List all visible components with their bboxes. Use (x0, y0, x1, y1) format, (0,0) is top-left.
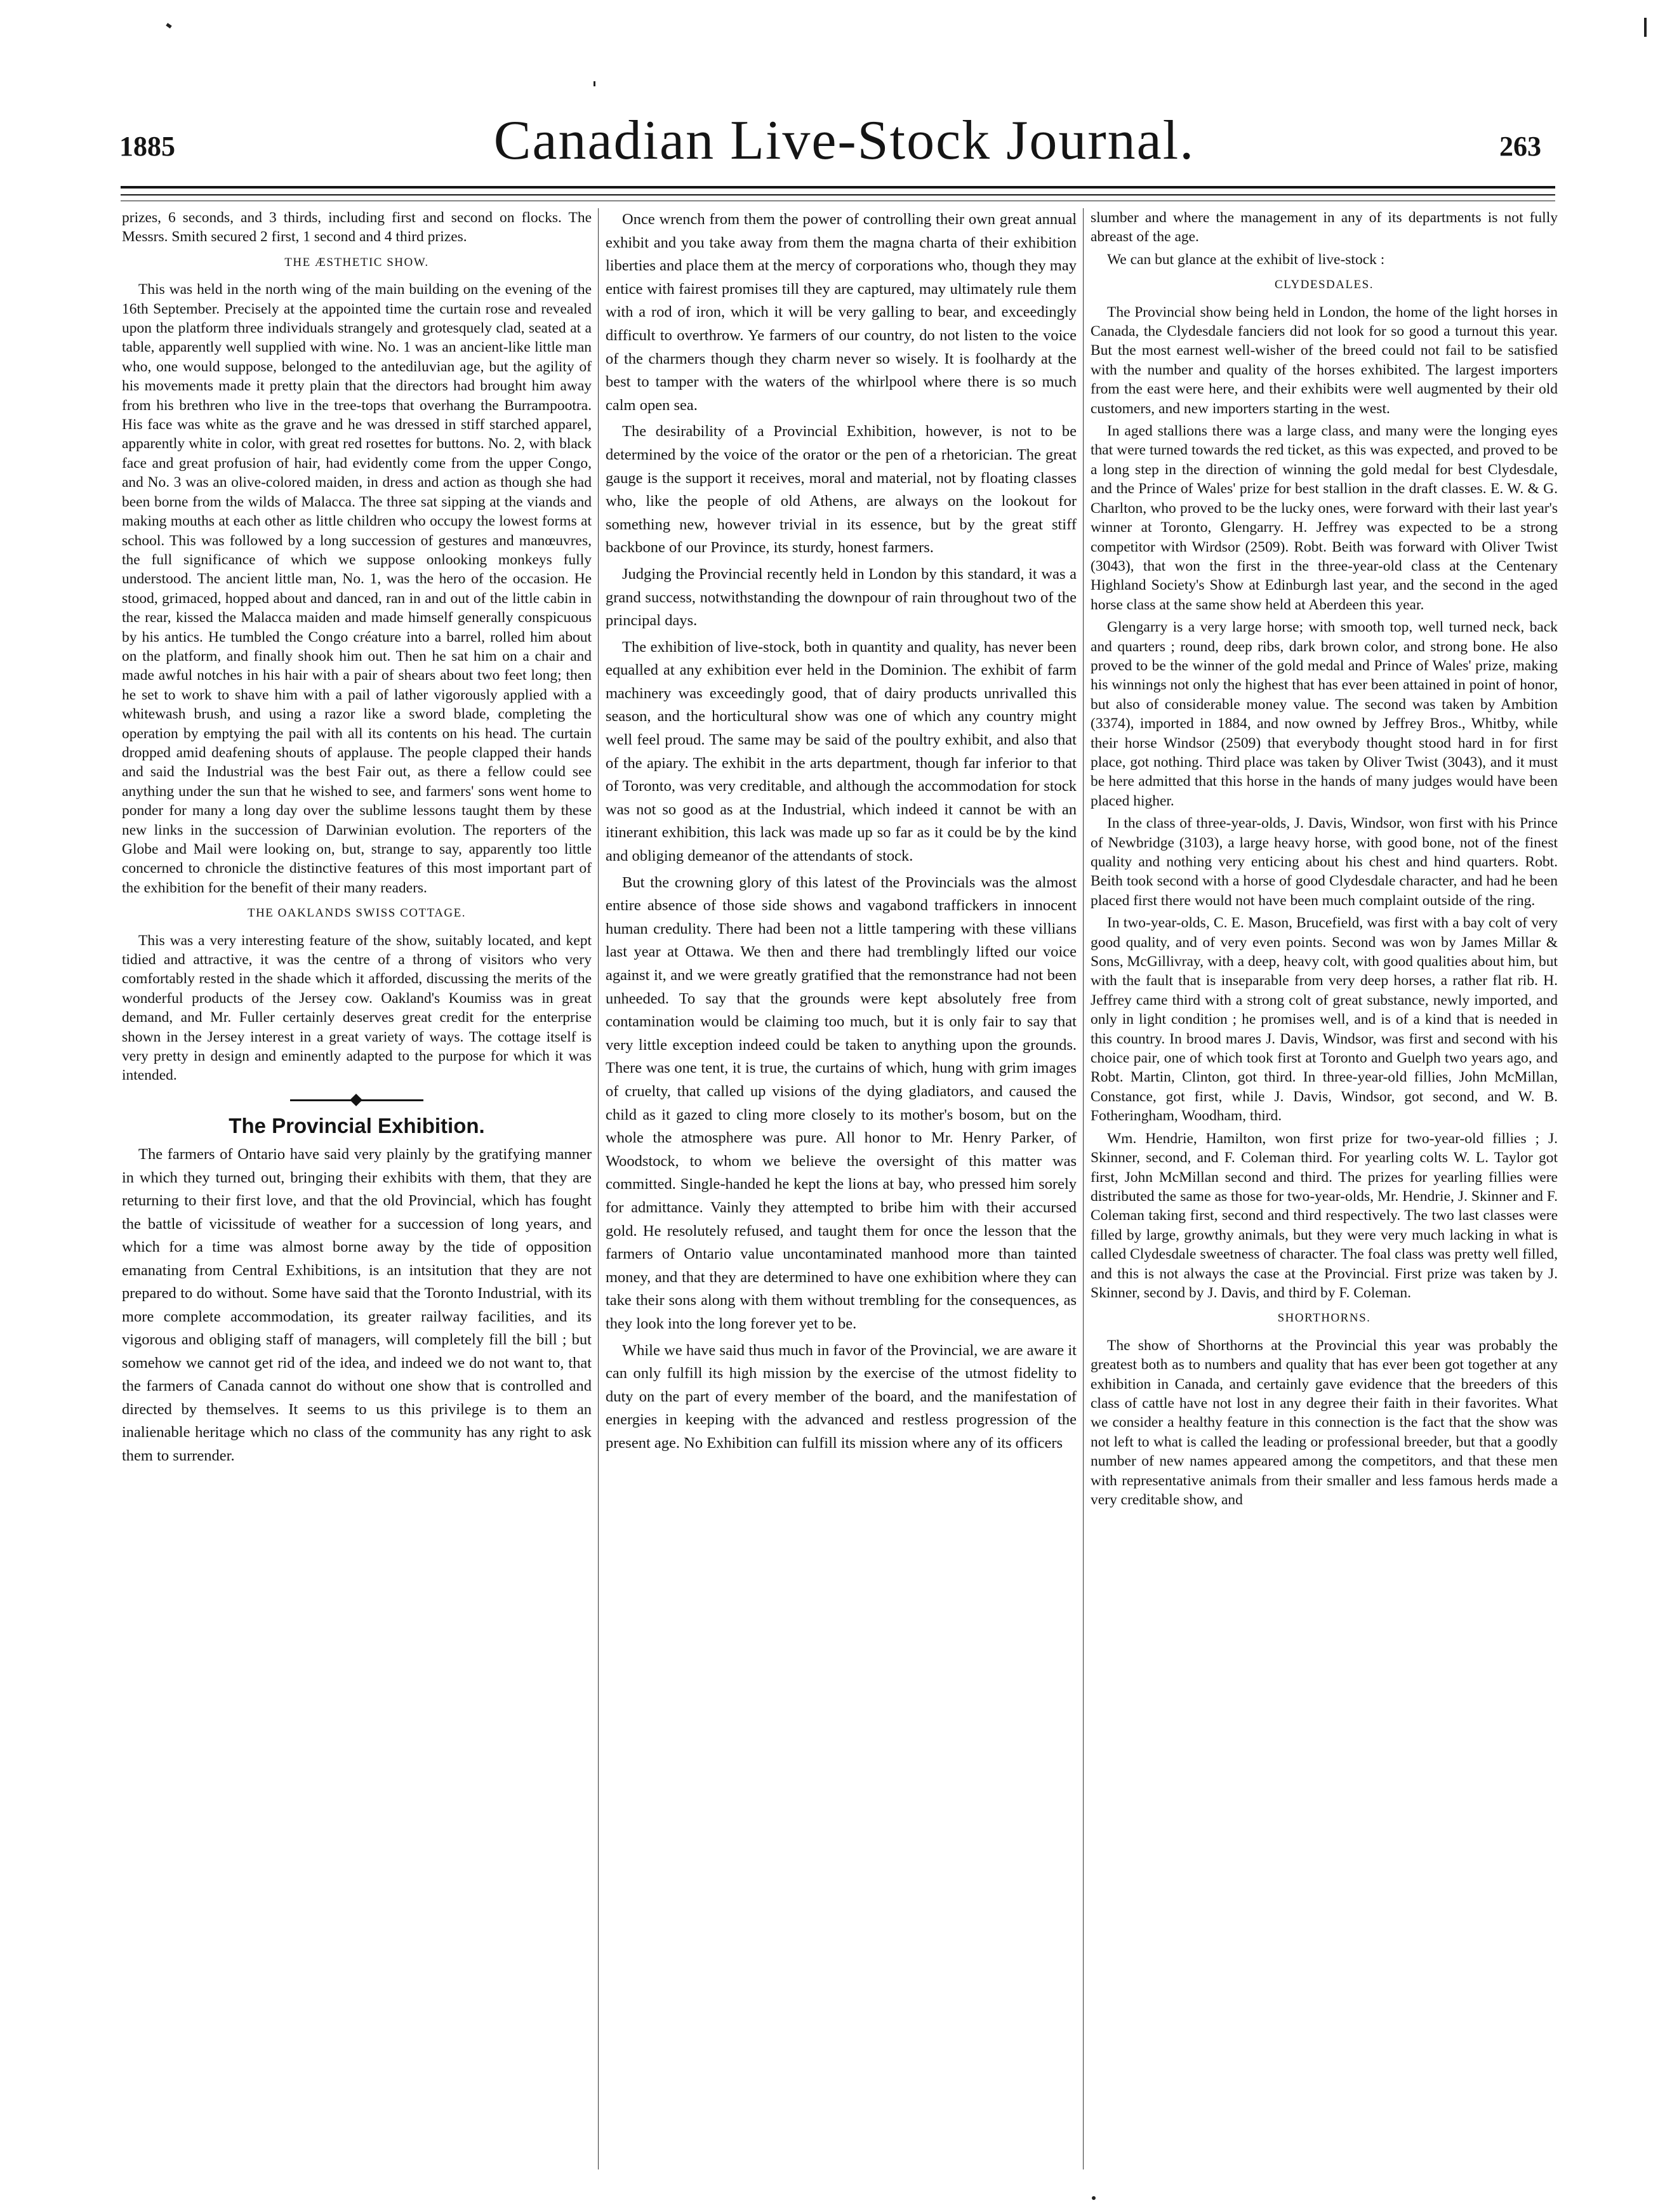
paragraph: We can but glance at the exhibit of live-stock : (1107, 251, 1385, 268)
column-middle (606, 208, 1077, 2173)
scan-speck (166, 23, 171, 29)
paragraph: But the crowning glory of this latest of the Provincials was the almost entire absence of those side shows and vagabond traffickers in innocent human credulity. There had been not a little tampering with these villians last year at Ottawa. We then and there had tremblingly lifted our voice against it, and we were greatly gratified that the remonstrance had not been unheeded. To say that the grounds were kept absolutely free from contamination would be claiming too much, but it is only fair to say that very little exception indeed could be taken to anything upon the grounds. There was one tent, it is true, the curtains of which, hung with grim images of cruelty, that called up visions of the dying gladiators, and caused the child as it gazed to cling more closely to its mother's bosom, but on the whole the atmosphere was pure. All honor to Mr. Henry Parker, of Woodstock, to whom we believe the oversight of this matter was committed. Single-handed he kept the lions at bay, who pressed him sorely for admittance. Vainly they attempted to bribe him with their accursed gold. He resolutely refused, and taught them for once the lesson that the farmers of Ontario value uncontaminated manhood more than tainted money, and that they are determined to have one exhibition where they can take their sons along with them without trembling for the consequences, as they look into the long forever yet to be. (606, 873, 1077, 1332)
paragraph: This was held in the north wing of the main building on the evening of the 16th September. Precisely at the appointed time the curtain rose and revealed upon the platform three individuals strangely and grotesquely clad, seated at a table, apparently well supplied with wine. No. 1 was an ancient-like little man who, one would suppose, belonged to the antediluvian age, but the agility of his movements made it pretty plain that the directors had brought him away from his brethren who live in the tree-tops that overhang the Burrampootra. His face was white as the grave and he was dressed in stiff starched apparel, apparently white in color, with great red rosettes for buttons. No. 2, with black face and great profusion of hair, had evidently come from the upper Congo, and No. 3 was an olive-colored maiden, in dress and action as though she had been borne from the wilds of Malacca. The three sat sipping at the viands and making mouths at each other as little children who occupy the lowest forms at school. This was followed by a long succession of gestures and manœuvres, the full significance of which we suppose onlooking monkeys fully understood. The ancient little man, No. 1, was the hero of the occasion. He stood, grimaced, hopped about and danced, ran in and out of the little cabin in the rear, kissed the Malacca maiden and made himself generally conspicuous by his antics. He tumbled the Congo créature into a barrel, rolled him about on the platform, and finally shook him out. Then he sat him on a chair and made awful notches in his hair with a pair of shears about two feet long; then he set to work to shave him with a pail of lather vigorously applied with a whitewash brush, and using a razor like a sword blade, completing the operation by emptying the pail with all its contents on his head. The curtain dropped amid deafening shouts of applause. The people clapped their hands and said the Industrial was the best Fair out, as there a fellow could see anything under the sun that he wished to see, and farmers' sons went home to ponder for many a long day over the sublime lessons taught them by these new links in the succession of Darwinian evolution. The reporters of the Globe and Mail were looking on, but, strange to say, apparently too little concerned to chronicle the distinctive features of this most important part of the exhibition for the benefit of their many readers. (122, 281, 592, 896)
paragraph: In aged stallions there was a large class, and many were the longing eyes that were turned towards the red ticket, as this was expected, and proved to be a long step in the direction of winning the gold medal for best Clydesdale, and the Prince of Wales' prize for best stallion in the draft classes. E. W. & G. Charlton, who proved to be the lucky ones, were forward with their last year's winner at Toronto, Glengarry. H. Jeffrey was expected to be a strong competitor with Wirdsor (2509). Robt. Beith was forward with Oliver Twist (3043), that won the first in the three-year-old class at the Centenary Highland Society's Show at Edinburgh last year, and the second in the aged horse class at the same show held at Aberdeen this year. (1091, 423, 1558, 613)
paragraph: The farmers of Ontario have said very plainly by the gratifying manner in which they turned out, bringing their exhibits with them, that they are returning to their first love, and that the old Provincial, which has fought the battle of vicissitude of weather for a succession of long years, and which for a time was almost borne away by the tide of opposition emanating from Central Exhibitions, is an intsitution that they are not prepared to do without. Some have said that the Toronto Industrial, with its more complete accommodation, its greater railway facilities, and its vigorous and obliging staff of managers, will completely fill the bill ; but somehow we cannot get rid of the idea, and indeed we do not want to, that the farmers of Canada cannot do without one show that is controlled and directed by themselves. It seems to us this privilege is to them an inalienable heritage which no class of the community has any right to ask them to surrender. (122, 1146, 592, 1464)
paragraph: This was a very interesting feature of the show, suitably located, and kept tidied and attractive, it was the centre of a throng of visitors who very comfortably rested in the shade which it afforded, discussing the merits of the wonderful products of the Jersey cow. Oakland's Koumiss was in great demand, and Mr. Fuller certainly deserves great credit for the enterprise shown in the Jersey interest in a great variety of ways. The cottage itself is very pretty in design and eminently adapted to the purpose for which it was intended. (122, 932, 592, 1084)
paragraph: The show of Shorthorns at the Provincial this year was probably the greatest both as to numbers and quality that has ever been got together at any exhibition in Canada, and certainly gave evidence that the breeders of this class of cattle have not lost in any degree their faith in their favorites. What we consider a healthy feature in this connection is the fact that the show was not left to what is called the leading or professional breeder, but that a goodly number of new names appeared among the competitors, and that these men with representative animals from their smaller and less famous herds made a very creditable show, and (1091, 1337, 1558, 1508)
page-number: 263 (1499, 131, 1541, 162)
article-headline: The Provincial Exhibition. (229, 1113, 485, 1137)
paragraph: In two-year-olds, C. E. Mason, Brucefield, was first with a bay colt of very good quality, and of very even points. Second was won by James Millar & Sons, McGillivray, with a deep, heavy colt, with good qualities about him, but with the fault that is inseparable from very deep horses, a rather flat rib. H. Jeffrey came third with a strong colt of great substance, newly imported, and only in light condition ; he promises well, and is of a kind that is needed in this country. In brood mares J. Davis, Windsor, was first and second with his choice pair, one of which took first at Toronto and Guelph two years ago, and Robt. Martin, Clinton, got third. In three-year-old fillies, John McMillan, Constance, got first, while J. Davis, Windsor, got second, and W. B. Fotheringham, Woodham, third. (1091, 915, 1558, 1125)
header-rule-thick (121, 186, 1555, 189)
paragraph: In the class of three-year-olds, J. Davis, Windsor, won first with his Prince of Newbridge (3103), a large heavy horse, with good bone, not of the finest quality and nothing very enticing about his chest and hind quarters. Robt. Beith took second with a horse of good Clydesdale character, and had he been placed first there would not have been much complaint outside of the ring. (1091, 815, 1558, 909)
section-heading: SHORTHORNS. (1277, 1311, 1371, 1325)
scan-speck (1644, 18, 1647, 37)
paragraph: The Provincial show being held in London, the home of the light horses in Canada, the Clydesdale fanciers did not look for so good a turnout this year. But the most earnest well-wisher of the breed could not fail to be satisfied with the number and quality of the horses exhibited. The largest importers from the east were here, and their exhibits were well augmented by their old customers, and new importers starting in the west. (1091, 303, 1558, 417)
header-rule (121, 194, 1555, 195)
column-right (1091, 208, 1558, 2173)
paragraph: Judging the Provincial recently held in London by this standard, it was a grand success, notwithstanding the downpour of rain throughout two of the principal days. (606, 565, 1077, 630)
column-divider (1083, 208, 1084, 2169)
section-heading: THE ÆSTHETIC SHOW. (284, 255, 429, 269)
section-heading: CLYDESDALES. (1275, 278, 1374, 292)
ornament-divider (290, 1099, 423, 1101)
paragraph: Once wrench from them the power of controlling their own great annual exhibit and you take away from them the magna charta of their exhibition liberties and place them at the mercy of corporations who, though they may entice with fairest promises till they are captured, may ultimately rule them with a rod of iron, which it will be very galling to bear, and exceedingly difficult to overthrow. Ye farmers of our country, do not listen to the voice of the charmers though they charm never so wisely. It is foolhardy at the best to tamper with the waters of the whirlpool where there is so much calm open sea. (606, 211, 1077, 414)
scan-speck (1092, 2196, 1096, 2200)
column-left (122, 208, 592, 2173)
paragraph: While we have said thus much in favor of the Provincial, we are aware it can only fulfill its high mission by the exercise of the utmost fidelity to duty on the part of every member of the board, and the manifestation of energies in keeping with the advanced and restless progression of the present age. No Exhibition can fulfill its mission where any of its officers (606, 1341, 1077, 1452)
journal-title: Canadian Live-Stock Journal. (493, 110, 1195, 171)
paragraph: The exhibition of live-stock, both in quantity and quality, has never been equalled at any exhibition ever held in the Dominion. The exhibit of farm machinery was exceedingly good, that of dairy products unrivalled this season, and the horticultural show was one of which any country might well feel proud. The same may be said of the poultry exhibit, and also that of the apiary. The exhibit in the arts department, though far inferior to that of Toronto, was very creditable, and although the accommodation for stock was not so good as at the Industrial, which indeed it cannot be with an itinerant exhibition, this lack was made up so far as it could be by the kind and obliging demeanor of the attendants of stock. (606, 638, 1077, 865)
paragraph: Glengarry is a very large horse; with smooth top, well turned neck, back and quarters ; round, deep ribs, dark brown color, and strong bone. He also proved to be the winner of the gold medal and Prince of Wales' prize, making his winnings not only the highest that has ever been attained in point of honor, but also of considerable money value. The second was taken by Ambition (3374), imported in 1884, and now owned by Jeffrey Bros., Whitby, while their horse Windsor (2509) that everybody thought stood hard in for first place, got nothing. Third place was taken by Oliver Twist (3043), and it must be here admitted that this horse in the hands of many judges would have been placed higher. (1091, 619, 1558, 809)
paragraph: prizes, 6 seconds, and 3 thirds, including first and second on flocks. The Messrs. Smith secured 2 first, 1 second and 4 third prizes. (122, 209, 592, 246)
page-year: 1885 (119, 131, 175, 162)
paragraph: Wm. Hendrie, Hamilton, won first prize for two-year-old fillies ; J. Skinner, second, and F. Coleman third. For yearling colts W. L. Taylor got first, John McMillan second and third. The prizes for yearling fillies were distributed the same as those for two-year-olds, Mr. Hendrie, J. Skinner and F. Coleman taking first, second and third respectively. The two last classes were filled by large, growthy animals, but they were very much lacking in what is called Clydesdale sweetness of character. The foal class was pretty well filled, and this is not always the case at the Provincial. First prize was taken by J. Skinner, second by J. Davis, and third by F. Coleman. (1091, 1130, 1558, 1301)
scan-speck (594, 81, 595, 86)
paragraph: The desirability of a Provincial Exhibition, however, is not to be determined by the voice of the orator or the pen of a rhetorician. The great gauge is the support it receives, moral and material, not by floating classes who, like the people of old Athens, are always on the lookout for something new, however trivial in its essence, but by the great stiff backbone of our Province, its sturdy, honest farmers. (606, 423, 1077, 557)
column-divider (598, 208, 599, 2169)
paragraph: slumber and where the management in any of its departments is not fully abreast of the age. (1091, 209, 1558, 246)
section-heading: THE OAKLANDS SWISS COTTAGE. (247, 906, 467, 920)
